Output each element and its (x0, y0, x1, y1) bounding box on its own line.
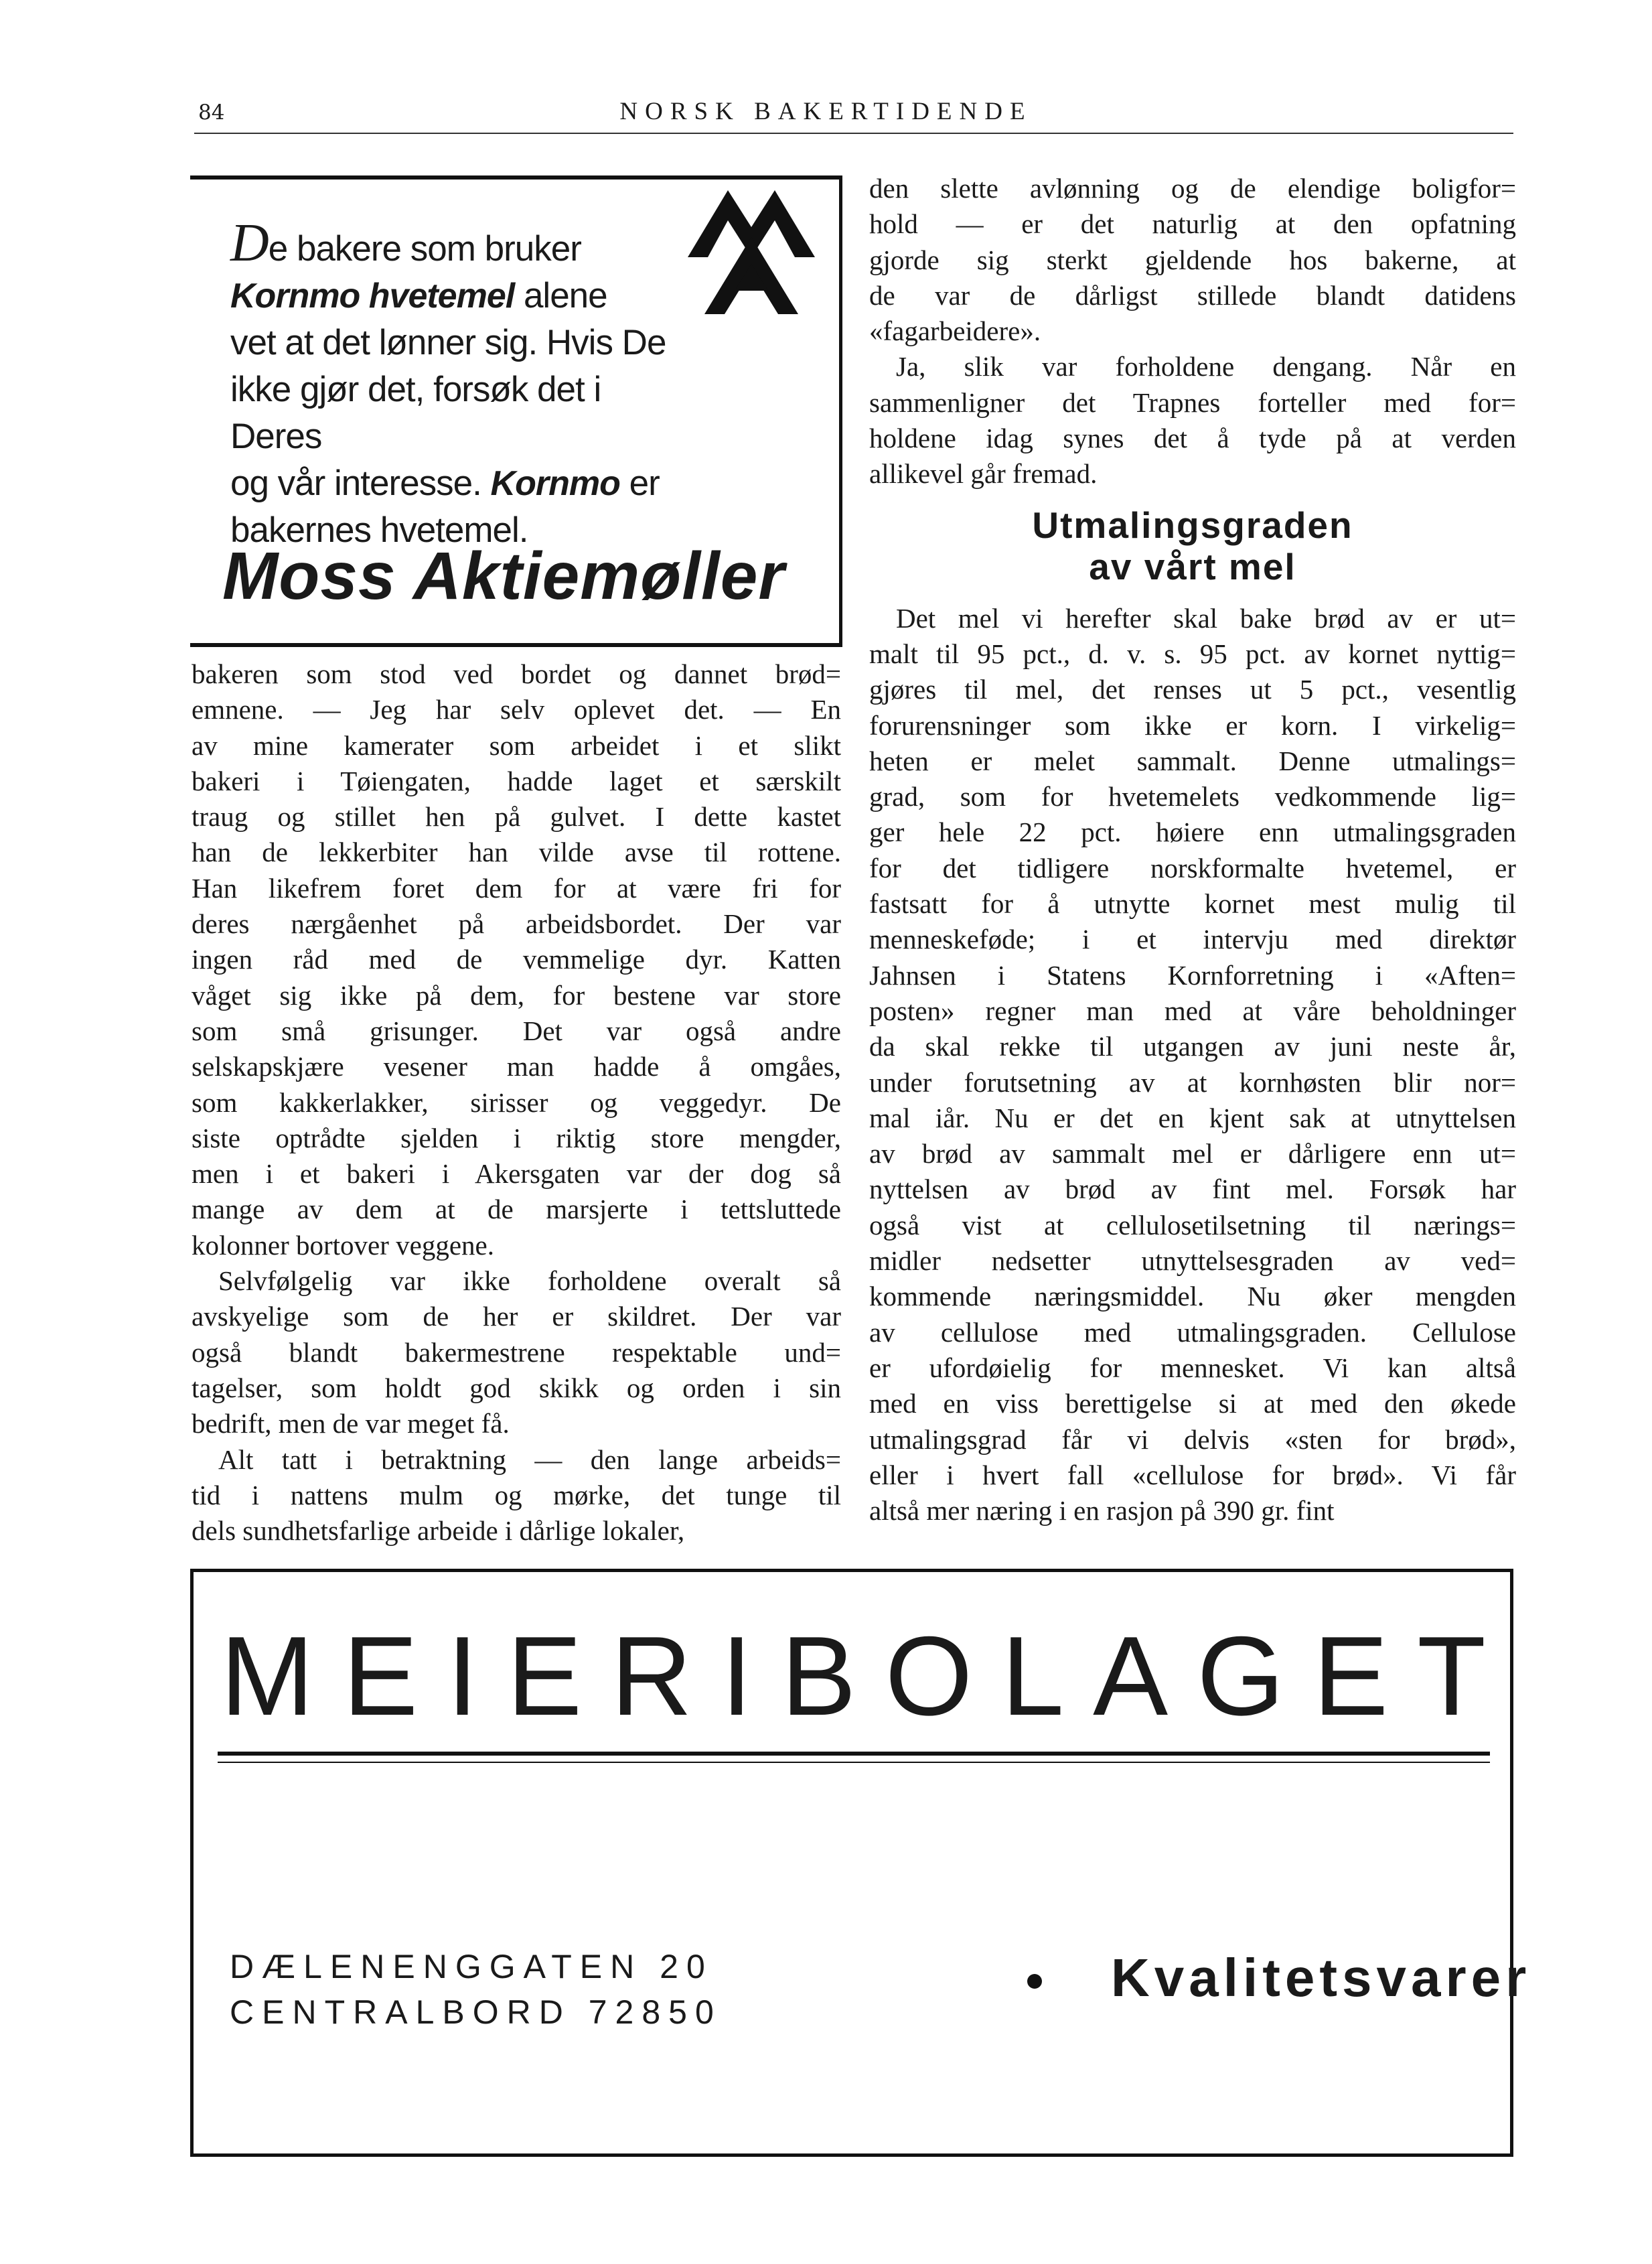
right-column (869, 171, 1516, 1529)
text-line: heten er melet sammalt. Denne utmalings= (869, 745, 1516, 776)
text-line: ger hele 22 pct. høiere enn utmalingsgraden (869, 817, 1516, 848)
text-line: nyttelsen av brød av fint mel. Forsøk har (869, 1174, 1516, 1205)
text-line: den slette avlønning og de elendige boligfor= (869, 173, 1516, 204)
text-line: bedrift, men de var meget få. (192, 1408, 510, 1439)
company-name-letter: O (885, 1613, 973, 1739)
text-line: Ja, slik var forholdene dengang. Når en (896, 351, 1516, 382)
text-line: med en viss berettigelse si at med den økede (869, 1388, 1516, 1419)
text-line: han de lekkerbiter han vilde avse til rottene. (192, 837, 841, 868)
kornmo-ad-text (230, 214, 699, 554)
company-name-letter: G (1197, 1613, 1284, 1739)
text-line: altså mer næring i en rasjon på 390 gr. fint (869, 1495, 1335, 1527)
paragraph (192, 1263, 841, 1441)
text-line: avskyelige som de her er skildret. Der var (192, 1301, 841, 1332)
company-name-letter: E (507, 1613, 583, 1739)
ad-text: alene (523, 276, 607, 315)
paragraph (869, 171, 1516, 349)
kornmo-advertisement (190, 175, 842, 647)
address-phone: CENTRALBORD 72850 (230, 1993, 722, 2031)
text-line: også blandt bakermestrene respektable und= (192, 1336, 841, 1368)
ad-text: og vår interesse. (230, 464, 481, 503)
text-line: er ufordøielig for mennesket. Vi kan altså (869, 1352, 1516, 1383)
divider (218, 1762, 1490, 1763)
paragraph (192, 656, 841, 1263)
text-line: Alt tatt i betraktning — den lange arbeids= (218, 1443, 841, 1475)
brand-name: Kornmo (490, 464, 620, 503)
ad-text: e bakere som bruker (268, 229, 581, 269)
kornmo-ad-line-4: ikke gjør det, forsøk det i Deres (230, 370, 601, 456)
kornmo-ad-line-3: vet at det lønner sig. Hvis De (230, 323, 666, 362)
text-line: «fagarbeidere». (869, 315, 1041, 347)
text-line: som små grisunger. Det var også andre (192, 1015, 841, 1046)
text-line: for det tidligere norskformalte hvetemel, er (869, 852, 1516, 883)
text-line: våget sig ikke på dem, for bestene var store (192, 979, 841, 1011)
text-line: fastsatt for å utnytte kornet mest mulig til (869, 888, 1516, 920)
text-line: Selvfølgelig var ikke forholdene overalt så (218, 1265, 841, 1297)
text-line: grad, som for hvetemelets vedkommende lig= (869, 781, 1516, 812)
company-name-letter: E (1313, 1613, 1389, 1739)
company-name-letter: R (611, 1613, 692, 1739)
text-line: hold — er det naturlig at den opfatning (869, 208, 1516, 240)
text-line: men i et bakeri i Akersgaten var der dog så (192, 1158, 841, 1190)
text-line: Jahnsen i Statens Kornforretning i «Aften= (869, 959, 1516, 991)
company-name-letter: T (1417, 1613, 1486, 1739)
paragraph (192, 1442, 841, 1549)
text-line: av cellulose med utmalingsgraden. Cellulose (869, 1316, 1516, 1348)
text-line: midler nedsetter utnyttelsesgraden av ved= (869, 1245, 1516, 1277)
text-line: sammenligner det Trapnes forteller med for= (869, 386, 1516, 418)
company-name-letter: B (781, 1613, 856, 1739)
text-line: deres nærgåenhet på arbeidsbordet. Der var (192, 908, 841, 940)
kornmo-ad-line-2 (230, 273, 699, 320)
address-street: DÆLENENGGATEN 20 (230, 1948, 713, 1985)
company-name-letter: M (220, 1613, 314, 1739)
text-line: Han likefrem foret dem for at være fri for (192, 872, 841, 904)
journal-title: NORSK BAKERTIDENDE (619, 98, 1033, 125)
text-line: dels sundhetsfarlige arbeide i dårlige lokaler, (192, 1515, 685, 1547)
page-number: 84 (198, 100, 225, 125)
text-line: gjøres til mel, det renses ut 5 pct., vesentlig (869, 674, 1516, 705)
right-intro (869, 171, 1516, 492)
left-column (192, 656, 841, 1549)
text-line: mange av dem at de marsjerte i tettsluttede (192, 1194, 841, 1225)
bullet-icon (1027, 1974, 1042, 1989)
paragraph (869, 601, 1516, 1529)
header-rule (194, 133, 1513, 134)
company-name: Moss Aktiemøller (222, 539, 785, 614)
text-line: holdene idag synes det å tyde på at verden (869, 423, 1516, 454)
address-block (230, 1944, 722, 2035)
text-line: også vist at cellulosetilsetning til nærings= (869, 1209, 1516, 1241)
text-line: emnene. — Jeg har selv oplevet det. — En (192, 694, 841, 725)
text-line: av brød av sammalt mel er dårligere enn ut= (869, 1138, 1516, 1170)
meieribolaget-advertisement (190, 1569, 1531, 2157)
article-body (869, 601, 1516, 1529)
text-line: tagelser, som holdt god skikk og orden i sin (192, 1372, 841, 1403)
text-line: ingen råd med de vemmelige dyr. Katten (192, 944, 841, 975)
text-line: posten» regner man med at våre beholdninger (869, 995, 1516, 1026)
company-name-letter: L (1001, 1613, 1064, 1739)
text-line: kommende næringsmiddel. Nu øker mengden (869, 1281, 1516, 1312)
kornmo-ad-line-1 (230, 214, 699, 273)
text-line: av mine kamerater som arbeidet i et slikt (192, 729, 841, 761)
divider (218, 1752, 1490, 1756)
slogan: Kvalitetsvarer (1111, 1948, 1531, 2007)
text-line: de var de dårligst stillede blandt datidens (869, 279, 1516, 311)
text-line: tid i nattens mulm og mørke, det tunge til (192, 1479, 841, 1510)
text-line: bakeren som stod ved bordet og dannet brød= (192, 658, 841, 689)
company-name-letter: E (343, 1613, 419, 1739)
company-name-letter: A (1093, 1613, 1169, 1739)
text-line: traug og stillet hen på gulvet. I dette kastet (192, 801, 841, 833)
text-line: som kakkerlakker, sirisser og veggedyr. De (192, 1086, 841, 1118)
mm-logo-icon (688, 190, 815, 317)
dropcap: D (230, 214, 269, 273)
text-line: kolonner bortover veggene. (192, 1229, 494, 1261)
text-line: utmalingsgrad får vi delvis «sten for brød», (869, 1423, 1516, 1455)
text-line: malt til 95 pct., d. v. s. 95 pct. av kornet nyttig= (869, 638, 1516, 669)
paragraph (869, 349, 1516, 492)
text-line: allikevel går fremad. (869, 458, 1098, 490)
text-line: Det mel vi herefter skal bake brød av er ut= (896, 602, 1516, 634)
kornmo-ad-line-6: bakernes hvetemel. (230, 510, 528, 550)
text-line: eller i hvert fall «cellulose for brød». Vi får (869, 1459, 1516, 1490)
text-line: siste optrådte sjelden i riktig store mengder, (192, 1122, 841, 1153)
text-line: bakeri i Tøiengaten, hadde laget et særskilt (192, 765, 841, 796)
text-line: mal iår. Nu er det en kjent sak at utnyttelsen (869, 1102, 1516, 1133)
text-line: forurensninger som ikke er korn. I virkelig= (869, 709, 1516, 741)
company-name-letter: I (447, 1613, 478, 1739)
article-title-line-1: Utmalingsgraden (1032, 504, 1353, 546)
ad-text: er (629, 464, 660, 503)
article-title-line-2: av vårt mel (1089, 545, 1296, 587)
text-line: under forutsetning av at kornhøsten blir nor= (869, 1066, 1516, 1098)
article-title (869, 504, 1516, 587)
text-line: selskapskjære vesener man hadde å omgåes, (192, 1051, 841, 1082)
meieribolaget-name (220, 1613, 1486, 1739)
text-line: gjorde sig sterkt gjeldende hos bakerne, at (869, 244, 1516, 275)
brand-name: Kornmo hvetemel (230, 277, 515, 315)
company-name-letter: I (721, 1613, 753, 1739)
kornmo-ad-line-5 (230, 460, 699, 507)
text-line: da skal rekke til utgangen av juni neste år, (869, 1031, 1516, 1062)
text-line: menneskeføde; i et intervju med direktør (869, 924, 1516, 955)
